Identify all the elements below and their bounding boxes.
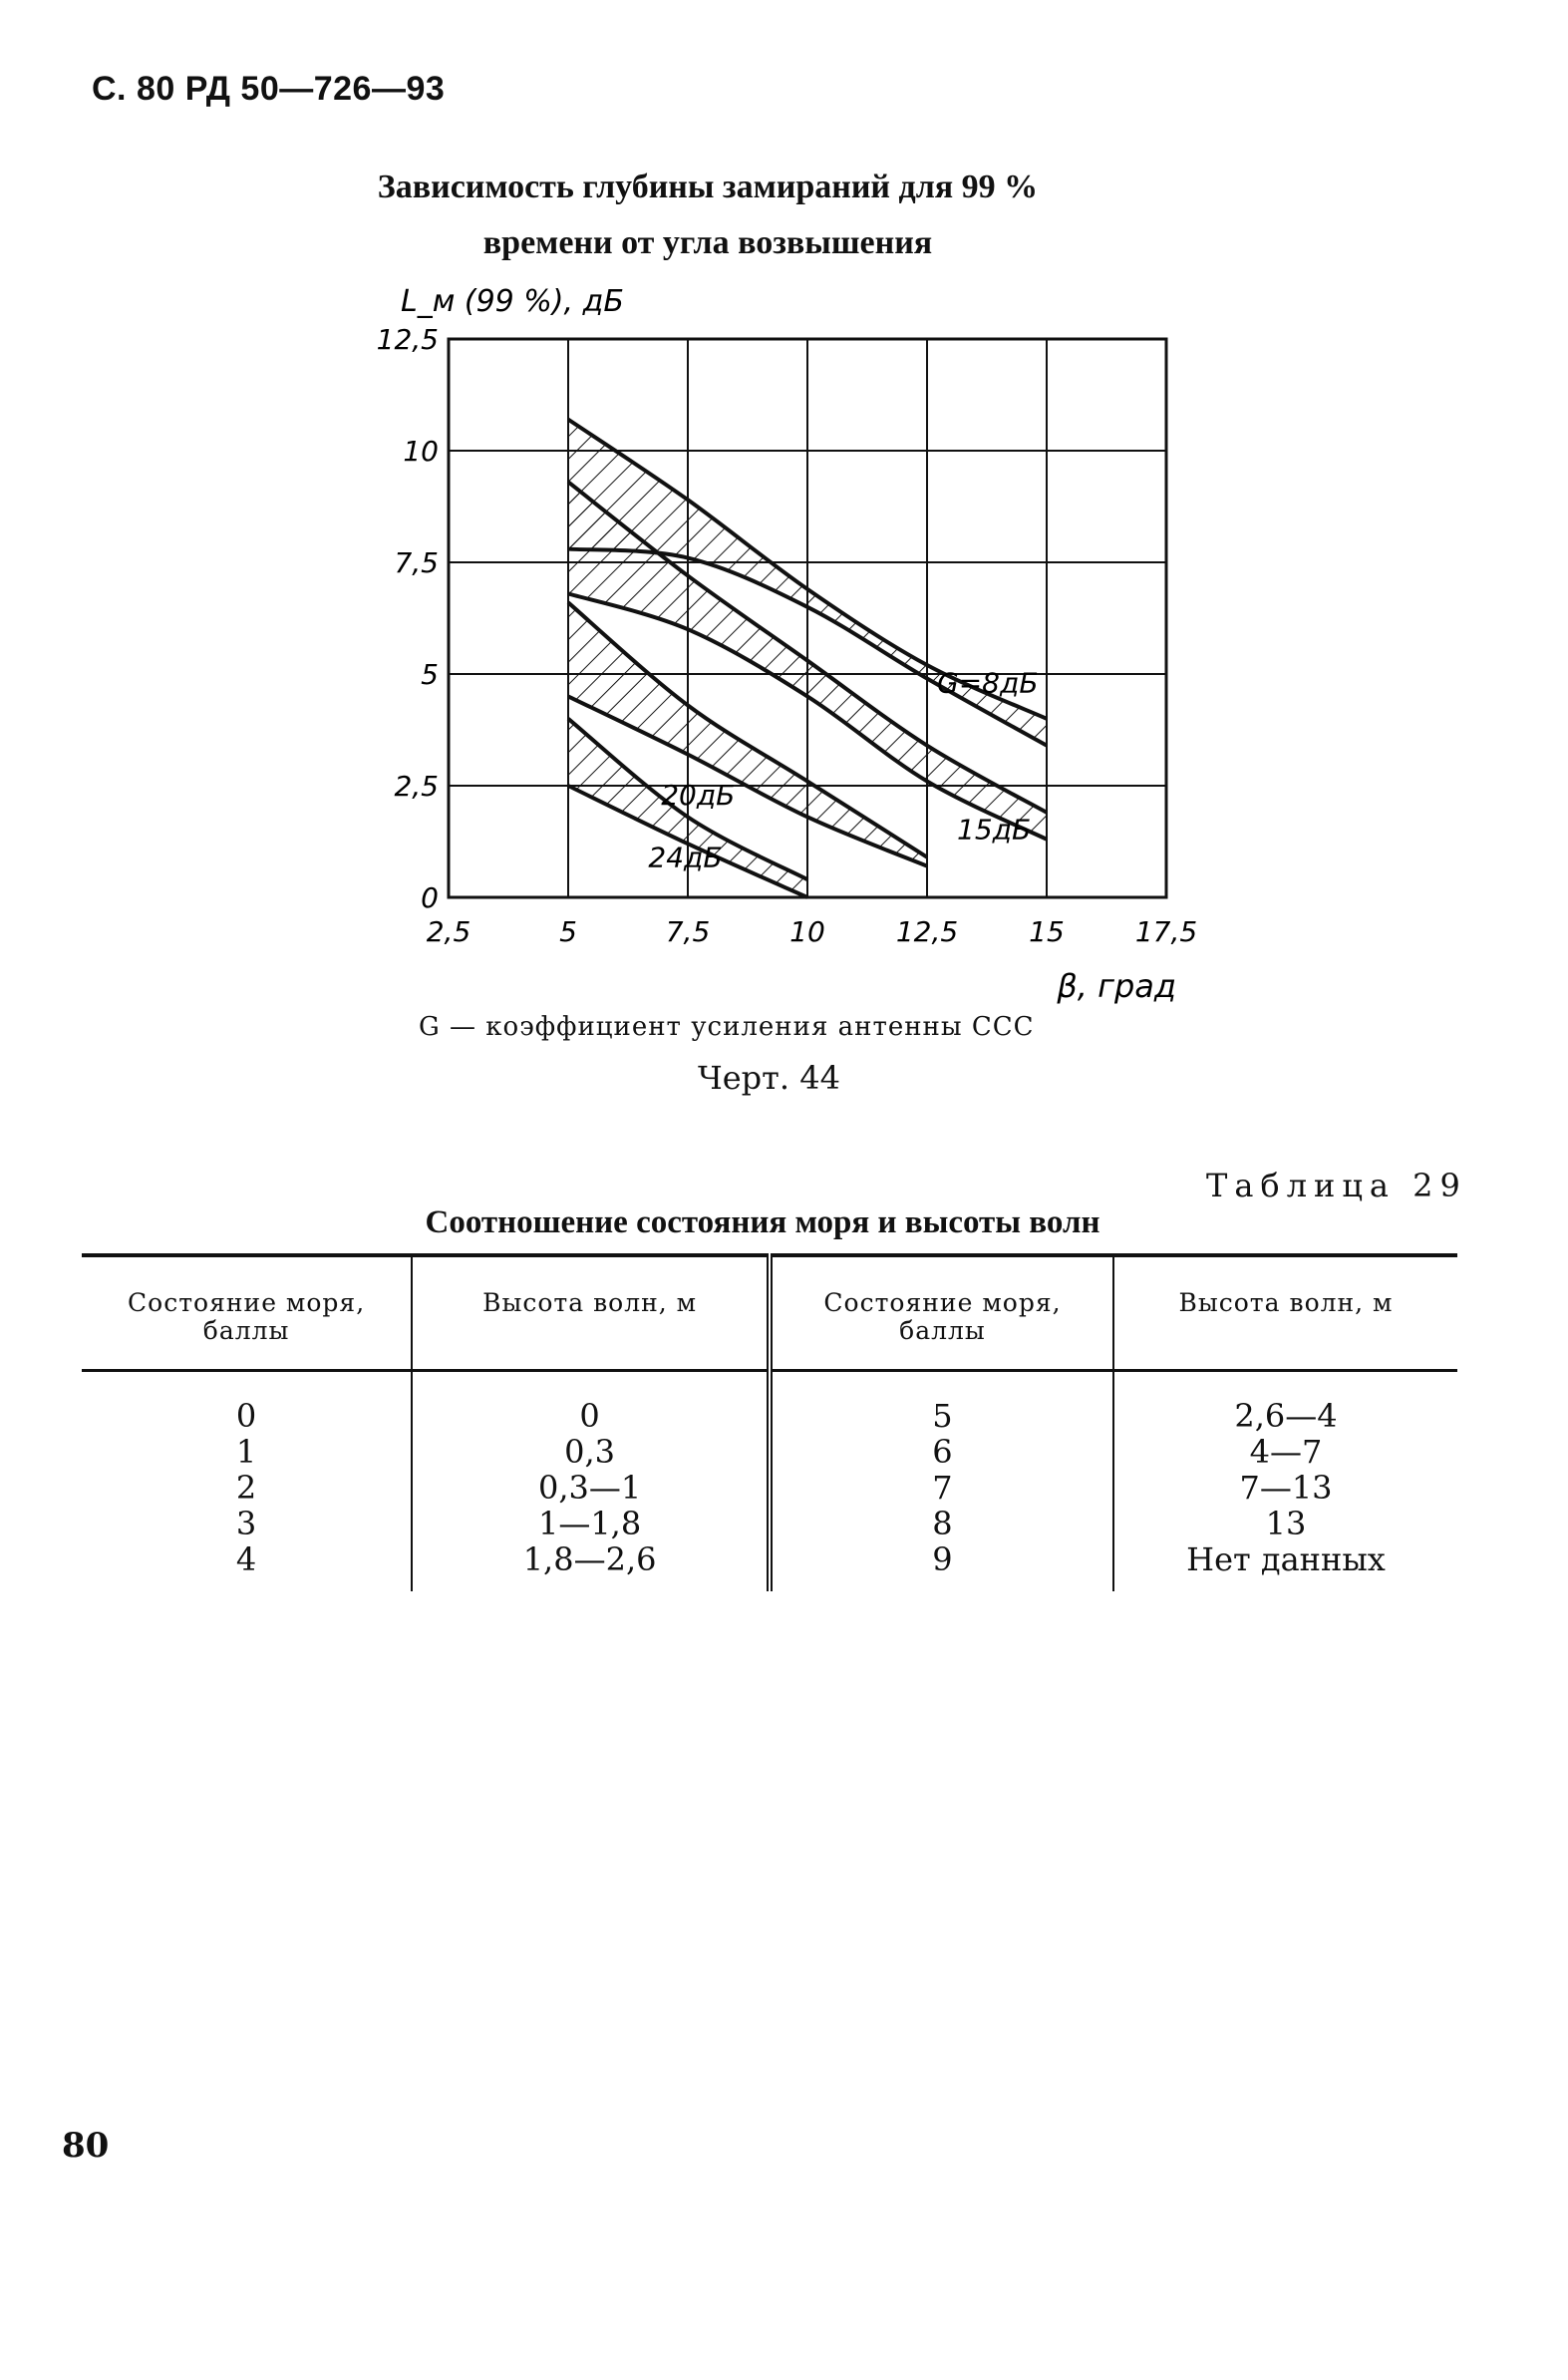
- table-cell: 1: [82, 1434, 412, 1470]
- page-number: 80: [62, 2126, 110, 2166]
- table-row: [82, 1371, 1457, 1435]
- table-row: [82, 1541, 1457, 1591]
- y-tick-label: 12,5: [376, 323, 439, 356]
- table-cell: 13: [1265, 1505, 1307, 1542]
- table-header-row: [82, 1255, 1457, 1371]
- y-tick-label: 5: [421, 658, 439, 691]
- x-tick-label: 17,5: [1134, 915, 1198, 948]
- table-cell: 2,6—4: [1234, 1397, 1338, 1435]
- table-cell: 4—7: [1249, 1433, 1323, 1471]
- x-axis-label: β, град: [1057, 967, 1176, 1005]
- table-cell: Нет данных: [1186, 1540, 1386, 1578]
- x-tick-label: 7,5: [665, 915, 711, 948]
- sea-state-table: [82, 1253, 1457, 1591]
- y-tick-label: 2,5: [394, 770, 439, 803]
- table-cell: 1,8—2,6: [412, 1541, 770, 1591]
- chart-container: [329, 269, 1226, 1011]
- x-tick-label: 15: [1029, 915, 1065, 948]
- x-tick-label: 5: [559, 915, 577, 948]
- table-cell: 0,3: [412, 1434, 770, 1470]
- header-wave-height-2: Высота волн, м: [1113, 1255, 1457, 1371]
- figure-title-line-1: Зависимость глубины замираний для 99 %: [377, 169, 1039, 205]
- table-cell: 7: [770, 1470, 1113, 1506]
- header-wave-height-1: Высота волн, м: [412, 1255, 770, 1371]
- table-cell: 0,3—1: [412, 1470, 770, 1506]
- table-cell: 0: [82, 1371, 412, 1435]
- series-label: G=8дБ: [937, 666, 1039, 700]
- y-tick-label: 0: [421, 881, 439, 914]
- table-cell: 7—13: [1239, 1469, 1333, 1507]
- series-label: 15дБ: [957, 813, 1032, 847]
- table-cell: 8: [770, 1506, 1113, 1541]
- figure-number: Черт. 44: [698, 1059, 840, 1097]
- table-cell: 4: [82, 1541, 412, 1591]
- table-cell: 1—1,8: [412, 1506, 770, 1541]
- table-cell: 3: [82, 1506, 412, 1541]
- fading-depth-chart: [329, 269, 1226, 1007]
- y-tick-label: 10: [403, 435, 439, 468]
- header-sea-state-1: Состояние моря, баллы: [82, 1255, 412, 1371]
- series-label: 24дБ: [648, 841, 723, 874]
- figure-title-line-2: времени от угла возвышения: [482, 224, 933, 261]
- table-row: [82, 1506, 1457, 1541]
- page-header: С. 80 РД 50—726—93: [92, 70, 446, 108]
- figure-title: [299, 160, 1116, 271]
- table-cell: 2: [82, 1470, 412, 1506]
- table-cell: 0: [412, 1371, 770, 1435]
- figure-note: G — коэффициент усиления антенны ССС: [419, 1012, 1035, 1042]
- table-label: Таблица 29: [1206, 1167, 1467, 1204]
- y-axis-label: L_м (99 %), дБ: [401, 284, 624, 319]
- x-tick-label: 12,5: [895, 915, 959, 948]
- series-label: 20дБ: [661, 779, 736, 813]
- table-cell: 6: [770, 1434, 1113, 1470]
- header-sea-state-2: Состояние моря, баллы: [770, 1255, 1113, 1371]
- y-tick-label: 7,5: [394, 546, 439, 579]
- table-row: [82, 1470, 1457, 1506]
- table-cell: 5: [770, 1371, 1113, 1435]
- table-title: Соотношение состояния моря и высоты волн: [425, 1204, 1100, 1240]
- x-tick-label: 10: [789, 915, 825, 948]
- x-tick-label: 2,5: [426, 915, 471, 948]
- table-row: [82, 1434, 1457, 1470]
- table-cell: 9: [770, 1541, 1113, 1591]
